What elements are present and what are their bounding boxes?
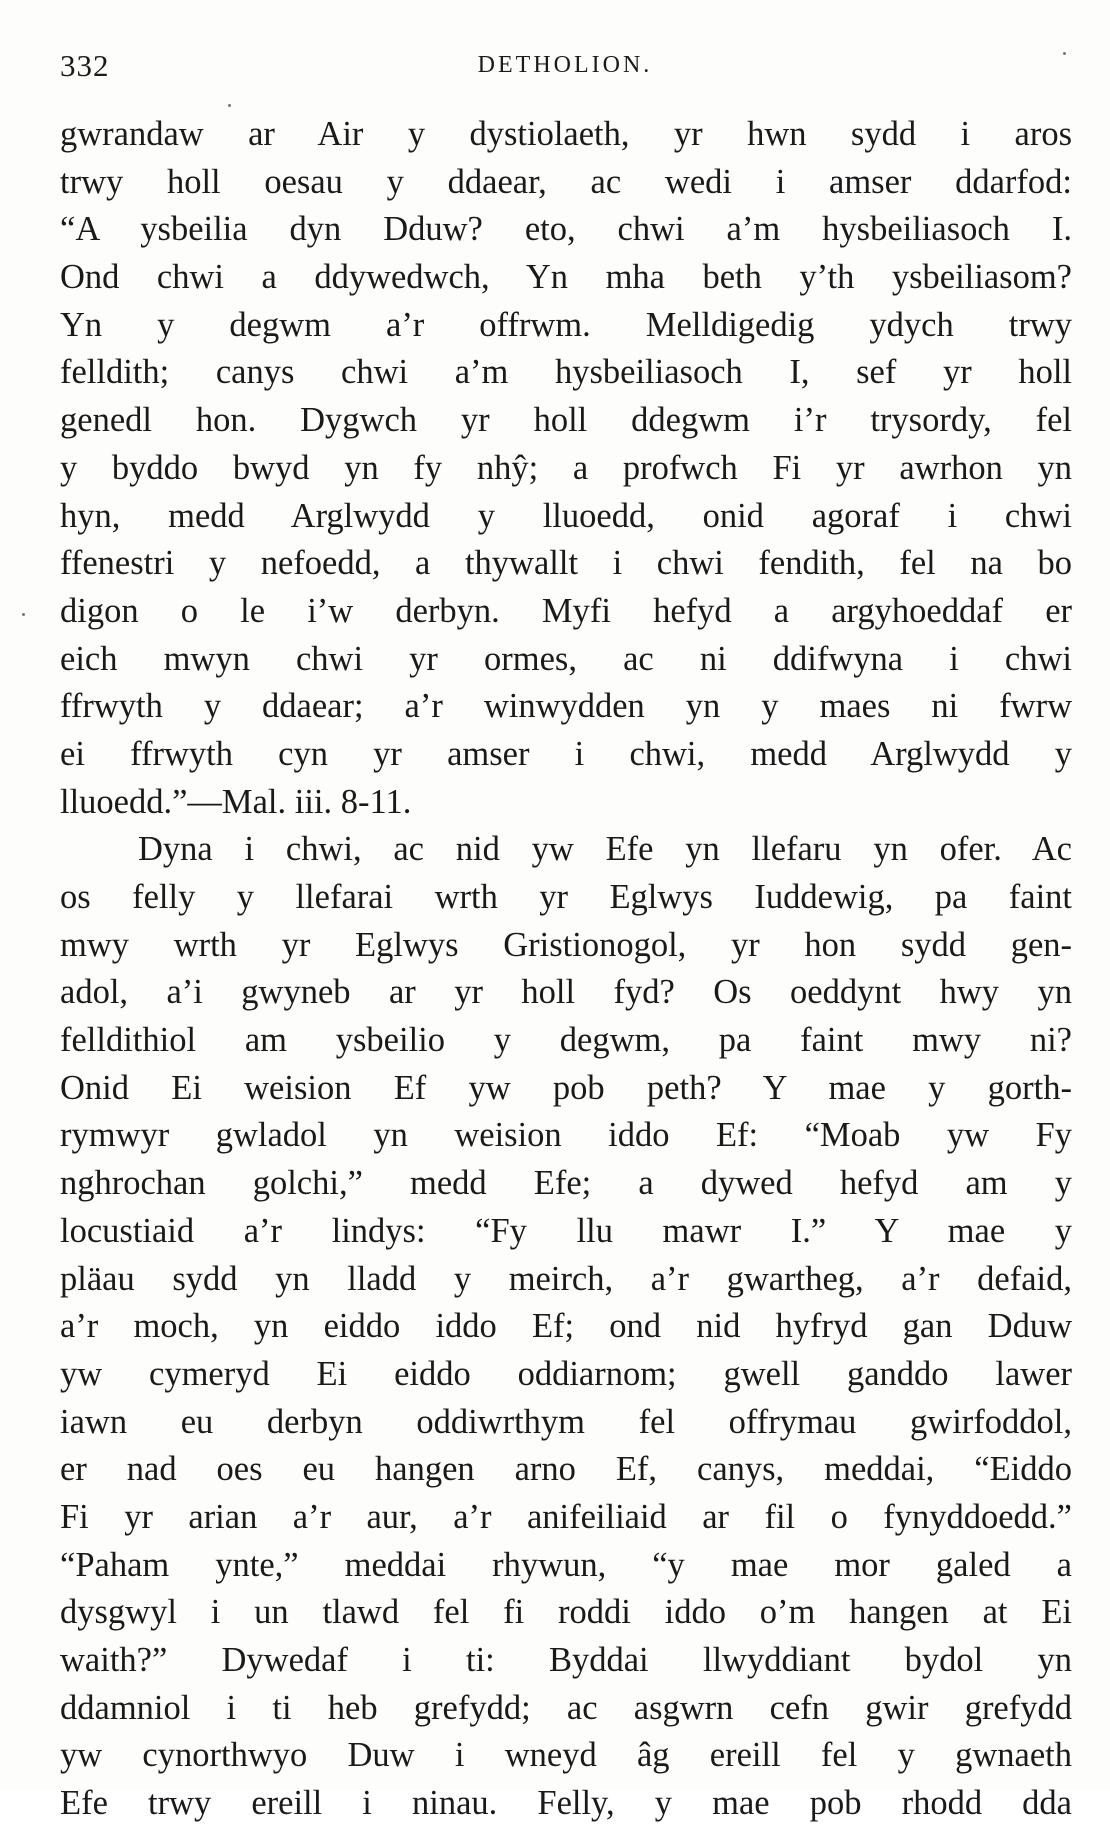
text-line: iawn eu derbyn oddiwrthym fel offrymau gwirfoddol, <box>60 1402 1072 1441</box>
text-line: a’r moch, yn eiddo iddo Ef; ond nid hyfryd gan Dduw <box>60 1307 1072 1346</box>
print-speck <box>1063 52 1066 55</box>
text-line: Onid Ei weision Ef yw pob peth? Y mae y gorth- <box>60 1068 1072 1107</box>
text-line: gwrandaw ar Air y dystiolaeth, yr hwn sydd i aros <box>60 115 1072 153</box>
text-line: “A ysbeilia dyn Dduw? eto, chwi a’m hysbeiliasoch I. <box>60 210 1072 249</box>
text-line: eich mwyn chwi yr ormes, ac ni ddifwyna i chwi <box>60 639 1072 678</box>
print-speck <box>22 613 25 616</box>
text-line: hyn, medd Arglwydd y lluoedd, onid agoraf i chwi <box>60 496 1072 535</box>
print-speck <box>228 104 231 107</box>
text-line: felldith; canys chwi a’m hysbeiliasoch I, sef yr holl <box>60 353 1072 392</box>
text-line: “Paham ynte,” meddai rhywun, “y mae mor galed a <box>60 1545 1072 1584</box>
text-line: trwy holl oesau y ddaear, ac wedi i amser ddarfod: <box>60 162 1072 201</box>
text-line: yw cymeryd Ei eiddo oddiarnom; gwell ganddo lawer <box>60 1354 1072 1393</box>
page-number: 332 <box>60 48 110 83</box>
text-line: digon o le i’w derbyn. Myfi hefyd a argyhoeddaf er <box>60 591 1072 630</box>
text-line: ffrwyth y ddaear; a’r winwydden yn y maes ni fwrw <box>60 687 1072 726</box>
text-line: Dyna i chwi, ac nid yw Efe yn llefaru yn ofer. Ac <box>138 830 1072 869</box>
text-line: adol, a’i gwyneb ar yr holl fyd? Os oeddynt hwy yn <box>60 973 1072 1012</box>
text-line: dysgwyl i un tlawd fel fi roddi iddo o’m hangen at Ei <box>60 1593 1072 1632</box>
text-line: yw cynorthwyo Duw i wneyd âg ereill fel y gwnaeth <box>60 1736 1072 1775</box>
text-line: Efe trwy ereill i ninau. Felly, y mae pob rhodd dda <box>60 1784 1072 1823</box>
text-line: er nad oes eu hangen arno Ef, canys, meddai, “Eiddo <box>60 1450 1072 1489</box>
text-line: waith?” Dywedaf i ti: Byddai llwyddiant bydol yn <box>60 1641 1072 1679</box>
text-line: nghrochan golchi,” medd Efe; a dywed hefyd am y <box>60 1164 1072 1203</box>
text-line: felldithiol am ysbeilio y degwm, pa faint mwy ni? <box>60 1021 1072 1060</box>
text-line: mwy wrth yr Eglwys Gristionogol, yr hon sydd gen- <box>60 925 1072 964</box>
text-line: y byddo bwyd yn fy nhŷ; a profwch Fi yr awrhon yn <box>60 448 1072 487</box>
text-line: locustiaid a’r lindys: “Fy llu mawr I.” Y mae y <box>60 1211 1072 1250</box>
text-line: rymwyr gwladol yn weision iddo Ef: “Moab yw Fy <box>60 1116 1072 1155</box>
running-title: DETHOLION. <box>477 52 653 78</box>
text-line: Yn y degwm a’r offrwm. Melldigedig ydych trwy <box>60 305 1072 344</box>
text-line: genedl hon. Dygwch yr holl ddegwm i’r trysordy, fel <box>60 401 1072 440</box>
text-line: pläau sydd yn lladd y meirch, a’r gwartheg, a’r defaid, <box>60 1259 1072 1298</box>
text-line: Fi yr arian a’r aur, a’r anifeiliaid ar fil o fynyddoedd.” <box>60 1497 1072 1536</box>
text-line: ddamniol i ti heb grefydd; ac asgwrn cefn gwir grefydd <box>60 1688 1072 1727</box>
text-line: lluoedd.”—Mal. iii. 8-11. <box>60 782 412 821</box>
text-line: Ond chwi a ddywedwch, Yn mha beth y’th ysbeiliasom? <box>60 258 1072 297</box>
page-header <box>60 48 1070 88</box>
text-line: ei ffrwyth cyn yr amser i chwi, medd Arglwydd y <box>60 734 1072 773</box>
text-line: ffenestri y nefoedd, a thywallt i chwi fendith, fel na bo <box>60 544 1072 583</box>
text-line: os felly y llefarai wrth yr Eglwys Iuddewig, pa faint <box>60 878 1072 916</box>
body-text <box>60 111 1072 1828</box>
